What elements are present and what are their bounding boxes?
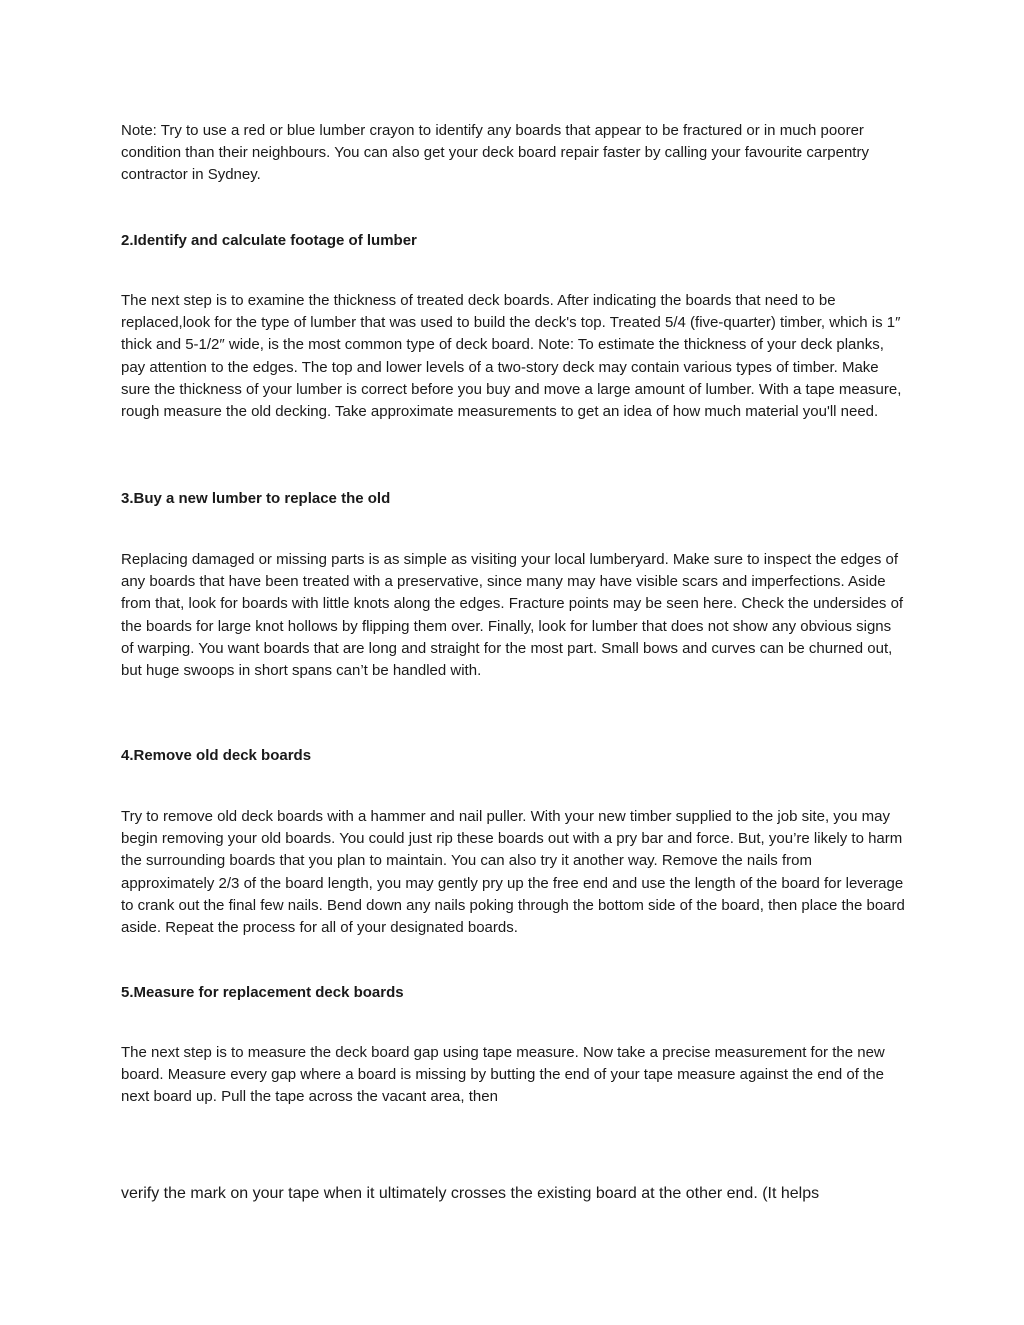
continuation-line: verify the mark on your tape when it ultimately crosses the existing board at the other end. (It helps	[121, 1185, 820, 1202]
section-heading-remove-boards: 4.Remove old deck boards	[121, 747, 312, 764]
section-body-measure-boards: The next step is to measure the deck board gap using tape measure. Now take a precise measurement for the new board. Measure every gap where a board is missing by butting the end of your tape measure against the end of the next board up. Pull the tape across the vacant area, then	[121, 1044, 885, 1106]
section-body-buy-lumber: Replacing damaged or missing parts is as simple as visiting your local lumberyard. Make sure to inspect the edges of any boards that have been treated with a preservative, since many may have visible scars and imperfections. Aside from that, look for boards with little knots along the edges. Fracture points may be seen here. Check the undersides of the boards for large knot hollows by flipping them over. Finally, look for lumber that does not show any obvious signs of warping. You want boards that are long and straight for the most part. Small bows and curves can be churned out, but huge swoops in short spans can’t be handled with.	[121, 551, 904, 680]
note-paragraph: Note: Try to use a red or blue lumber crayon to identify any boards that appear to be fractured or in much poorer condition than their neighbours. You can also get your deck board repair faster by calling your favourite carpentry contractor in Sydney.	[121, 122, 869, 184]
section-body-identify-footage: The next step is to examine the thickness of treated deck boards. After indicating the boards that need to be replaced,look for the type of lumber that was used to build the deck's top. Treated 5/4 (five-quarter) timber, which is 1″ thick and 5-1/2″ wide, is the most common type of deck board. Note: To estimate the thickness of your deck planks, pay attention to the edges. The top and lower levels of a two-story deck may contain various types of timber. Make sure the thickness of your lumber is correct before you buy and move a large amount of lumber. With a tape measure, rough measure the old decking. Take approximate measurements to get an idea of how much material you'll need.	[121, 292, 902, 421]
section-heading-identify-footage: 2.Identify and calculate footage of lumber	[121, 232, 417, 249]
section-heading-buy-lumber: 3.Buy a new lumber to replace the old	[121, 490, 391, 507]
section-heading-measure-boards: 5.Measure for replacement deck boards	[121, 984, 404, 1001]
section-body-remove-boards: Try to remove old deck boards with a hammer and nail puller. With your new timber supplied to the job site, you may begin removing your old boards. You could just rip these boards out with a pry bar and force. But, you’re likely to harm the surrounding boards that you plan to maintain. You can also try it another way. Remove the nails from approximately 2/3 of the board length, you may gently pry up the free end and use the length of the board for leverage to crank out the final few nails. Bend down any nails poking through the bottom side of the board, then place the board aside. Repeat the process for all of your designated boards.	[121, 808, 905, 937]
